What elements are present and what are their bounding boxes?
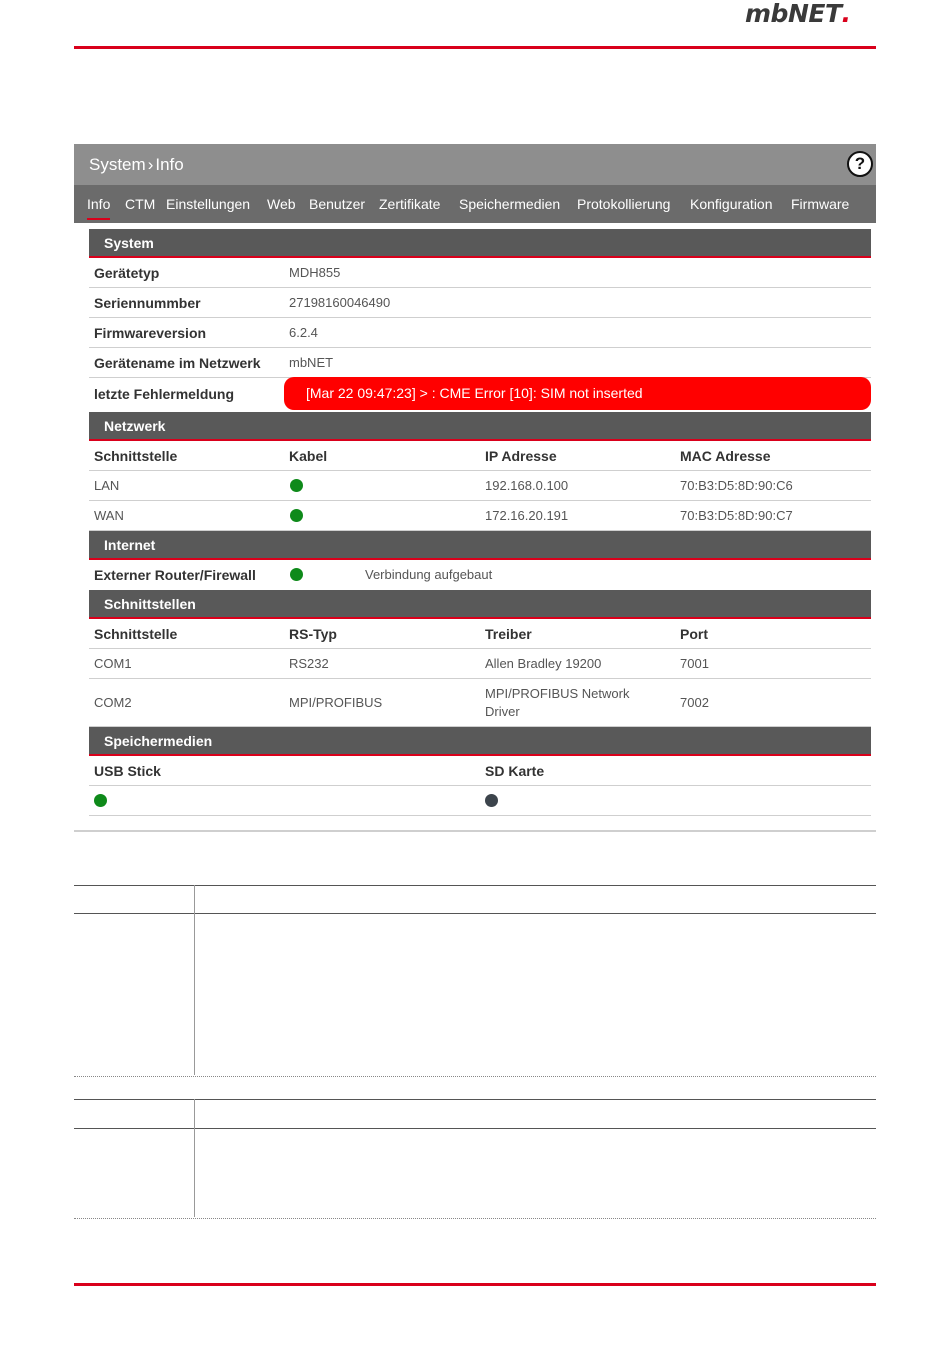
column-header: Schnittstelle	[94, 447, 178, 464]
row-value: 6.2.4	[289, 325, 318, 340]
usb-status-icon	[94, 786, 107, 815]
device-info-panel	[74, 144, 876, 832]
error-message: [Mar 22 09:47:23] > : CME Error [10]: SIM not inserted	[284, 377, 871, 410]
cable-status-icon	[290, 501, 303, 530]
row-label: Externer Router/Firewall	[94, 566, 256, 583]
breadcrumb-info: Info	[155, 155, 184, 174]
connection-status: Verbindung aufgebaut	[365, 567, 493, 582]
title-bar	[74, 144, 876, 185]
mbnet-logo: mbNET.	[745, 0, 851, 28]
column-header: Port	[680, 625, 708, 642]
section-speichermedien-header: Speichermedien	[89, 727, 871, 756]
tab-firmware[interactable]: Firmware	[791, 196, 850, 212]
column-header: Kabel	[289, 447, 328, 464]
row-label: Seriennummber	[94, 294, 201, 311]
column-header: Schnittstelle	[94, 625, 178, 642]
tab-einstellungen[interactable]: Einstellungen	[166, 196, 251, 212]
port: 7002	[680, 695, 709, 710]
section-system-header: System	[89, 229, 871, 258]
tab-web[interactable]: Web	[267, 196, 296, 212]
sd-status-icon	[485, 786, 498, 815]
tab-speichermedien[interactable]: Speichermedien	[459, 196, 561, 212]
empty-table-2	[74, 1099, 876, 1219]
panel-bottom-border	[74, 830, 876, 832]
driver: MPI/PROFIBUS Network Driver	[485, 685, 630, 719]
cable-status-icon	[290, 471, 303, 500]
table-row	[89, 560, 871, 589]
tab-konfiguration[interactable]: Konfiguration	[690, 196, 773, 212]
table-header-row	[89, 619, 871, 649]
ip-address: 172.16.20.191	[485, 508, 569, 523]
driver: Allen Bradley 19200	[485, 656, 602, 671]
tab-protokollierung[interactable]: Protokollierung	[577, 196, 671, 212]
table-row	[89, 679, 871, 727]
error-label: letzte Fehlermeldung	[94, 385, 235, 402]
question-circle-icon[interactable]: ?	[847, 151, 873, 177]
port: 7001	[680, 656, 709, 671]
table-row	[89, 471, 871, 501]
column-header: USB Stick	[94, 762, 161, 779]
table-row	[89, 786, 871, 816]
tab-info[interactable]: Info	[87, 185, 110, 223]
rs-type: MPI/PROFIBUS	[289, 695, 383, 710]
row-label: Gerätename im Netzwerk	[94, 354, 261, 371]
table-row	[89, 501, 871, 531]
top-divider	[74, 46, 876, 49]
rs-type: RS232	[289, 656, 329, 671]
iface-name: COM2	[94, 695, 132, 710]
tab-ctm[interactable]: CTM	[125, 196, 156, 212]
connection-status-icon	[290, 560, 303, 589]
tab-zertifikate[interactable]: Zertifikate	[379, 196, 441, 212]
empty-table-1	[74, 885, 876, 1077]
column-header: SD Karte	[485, 762, 545, 779]
table-row	[89, 649, 871, 679]
row-value: 27198160046490	[289, 295, 391, 310]
column-header: Treiber	[485, 625, 532, 642]
breadcrumb	[89, 144, 184, 186]
table-row	[89, 348, 871, 378]
iface-name: WAN	[94, 508, 124, 523]
tab-bar	[74, 185, 876, 223]
table-row	[89, 258, 871, 288]
tab-benutzer[interactable]: Benutzer	[309, 196, 366, 212]
error-row	[89, 377, 871, 410]
chevron-right-icon: ›	[147, 155, 154, 174]
mac-address: 70:B3:D5:8D:90:C6	[680, 478, 793, 493]
column-header: MAC Adresse	[680, 447, 771, 464]
row-value: MDH855	[289, 265, 341, 280]
table-row	[89, 318, 871, 348]
bottom-divider	[74, 1283, 876, 1286]
column-header: IP Adresse	[485, 447, 557, 464]
iface-name: LAN	[94, 478, 120, 493]
ip-address: 192.168.0.100	[485, 478, 569, 493]
section-netzwerk-header: Netzwerk	[89, 412, 871, 441]
section-schnittstellen-header: Schnittstellen	[89, 590, 871, 619]
row-value: mbNET	[289, 355, 334, 370]
breadcrumb-system[interactable]: System	[89, 155, 146, 174]
table-header-row	[89, 756, 871, 786]
iface-name: COM1	[94, 656, 132, 671]
row-label: Firmwareversion	[94, 324, 207, 341]
column-header: RS-Typ	[289, 625, 337, 642]
row-label: Gerätetyp	[94, 264, 160, 281]
mac-address: 70:B3:D5:8D:90:C7	[680, 508, 793, 523]
table-row	[89, 288, 871, 318]
section-internet-header: Internet	[89, 531, 871, 560]
table-header-row	[89, 441, 871, 471]
